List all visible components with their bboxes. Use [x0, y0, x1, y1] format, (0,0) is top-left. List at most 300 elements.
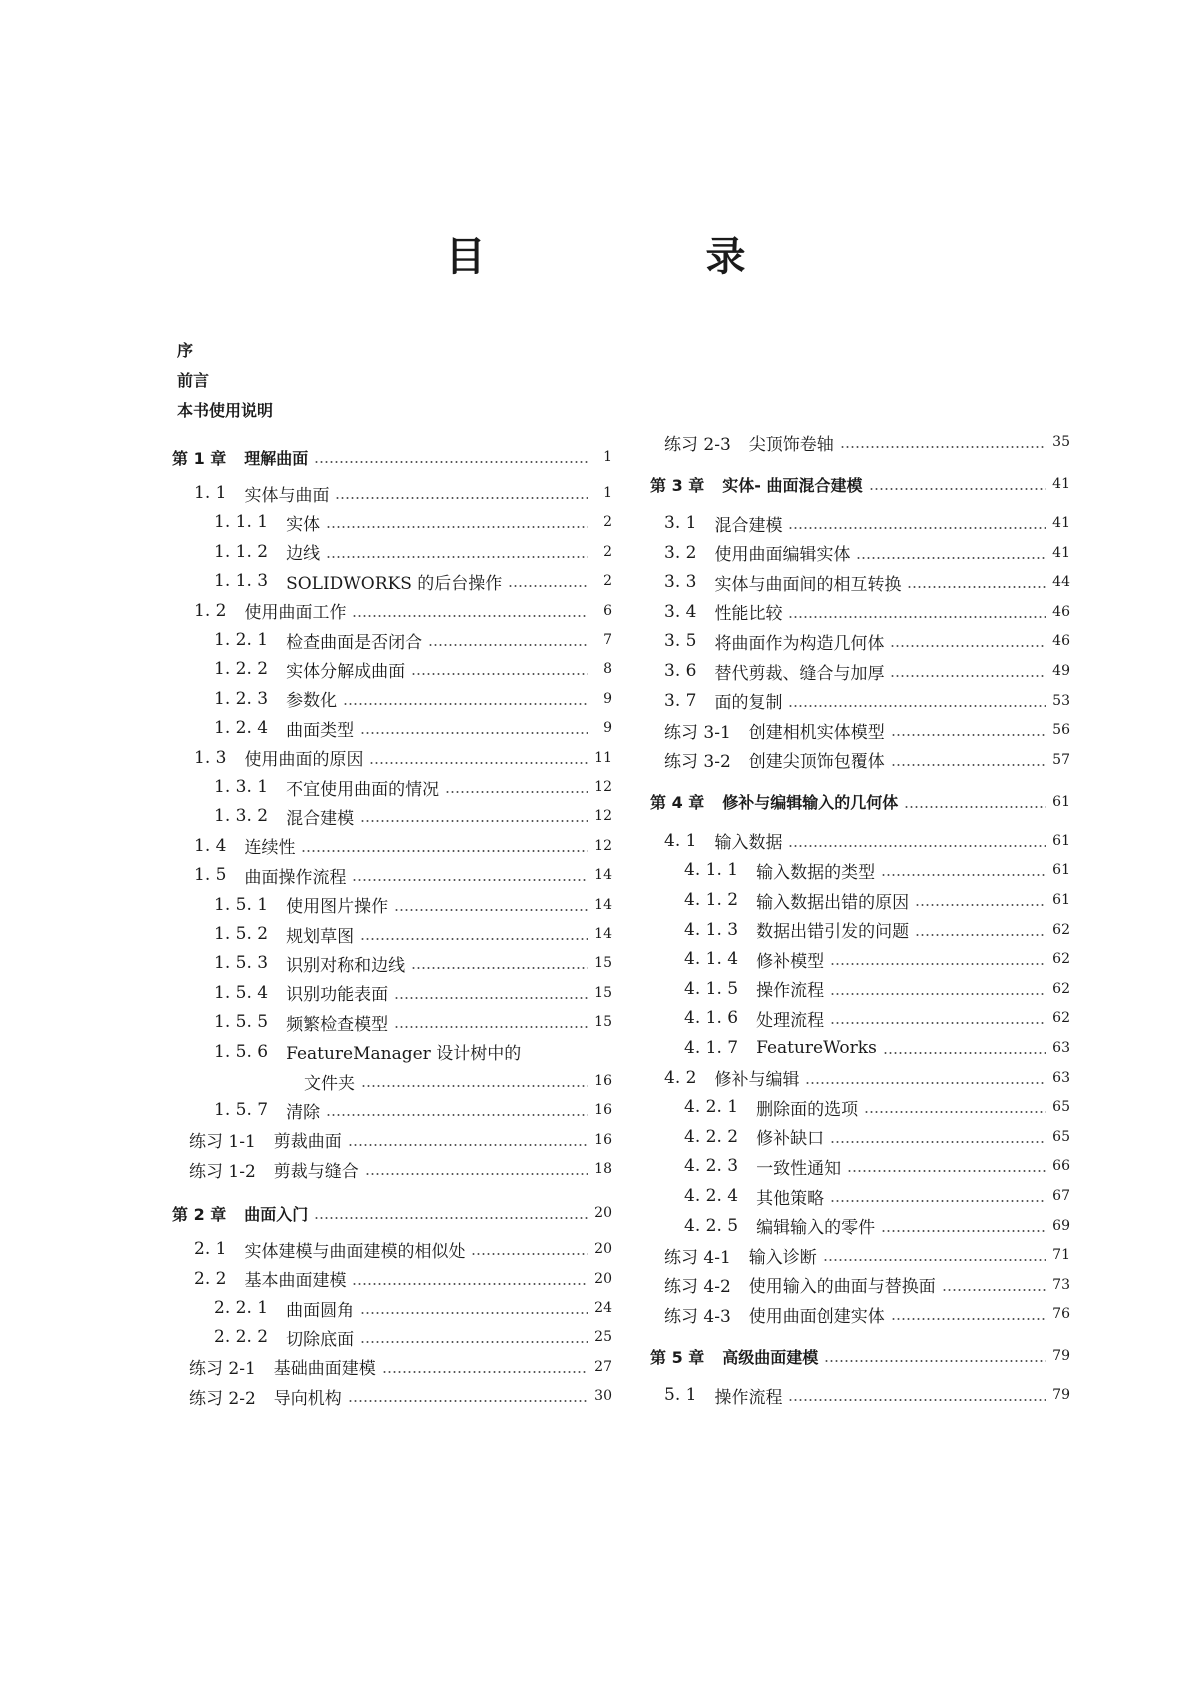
toc-entry[interactable]	[664, 1301, 1070, 1327]
toc-entry-number: 练习 2-3	[664, 434, 731, 455]
toc-entry-title: 使用曲面创建实体	[748, 1306, 885, 1327]
toc-entry[interactable]	[214, 1009, 612, 1035]
toc-entry[interactable]	[214, 568, 612, 594]
toc-entry-page-number: 16	[594, 1102, 612, 1119]
toc-entry-number: 2. 2	[194, 1268, 227, 1289]
dot-leader	[314, 461, 588, 463]
toc-entry-number: 4. 1. 1	[684, 860, 739, 881]
toc-entry-number: 1. 2. 4	[214, 718, 269, 739]
toc-entry[interactable]	[664, 1272, 1070, 1298]
toc-entry-page-number: 18	[594, 1161, 612, 1178]
toc-entry-title: SOLIDWORKS 的后台操作	[286, 573, 503, 594]
toc-entry-number: 练习 1-1	[189, 1132, 256, 1153]
dot-leader	[830, 1141, 1046, 1143]
toc-entry[interactable]	[684, 976, 1070, 1002]
dot-leader	[445, 791, 588, 793]
toc-chapter-entry[interactable]	[172, 444, 612, 470]
dot-leader	[326, 556, 588, 558]
toc-entry-title: 修补与编辑	[714, 1070, 800, 1091]
dot-leader	[788, 845, 1046, 847]
toc-entry-page-number: 11	[594, 749, 612, 766]
dot-leader	[856, 557, 1046, 559]
toc-entry-page-number: 46	[1052, 603, 1070, 620]
toc-entry-page-number: 6	[603, 602, 612, 619]
toc-entry-title: 曲面入门	[244, 1204, 309, 1224]
toc-entry-title: 输入数据	[714, 833, 783, 854]
toc-entry-page-number: 41	[1052, 544, 1070, 561]
toc-entry-title: 修补缺口	[756, 1129, 825, 1150]
toc-entry[interactable]	[684, 1124, 1070, 1150]
toc-entry[interactable]	[214, 892, 612, 918]
dot-leader	[847, 1170, 1046, 1172]
toc-entry-page-number: 14	[594, 867, 612, 884]
toc-entry[interactable]	[194, 833, 612, 859]
toc-entry-number: 4. 2. 1	[684, 1097, 739, 1118]
dot-leader	[942, 1289, 1046, 1291]
dot-leader	[360, 1312, 588, 1314]
toc-entry-number: 4. 1. 4	[684, 949, 739, 970]
toc-entry[interactable]	[194, 480, 612, 506]
dot-leader	[830, 1022, 1046, 1024]
dot-leader	[360, 938, 588, 940]
toc-entry-number: 1. 1. 1	[214, 512, 269, 533]
toc-entry-page-number: 9	[603, 690, 612, 707]
toc-entry-page-number: 20	[594, 1270, 612, 1287]
toc-entry[interactable]	[214, 1039, 612, 1065]
toc-entry-number: 5. 1	[664, 1385, 697, 1406]
toc-entry-number: 1. 3. 2	[214, 806, 269, 827]
toc-entry[interactable]	[189, 1127, 612, 1153]
toc-entry-number: 4. 1. 7	[684, 1038, 739, 1058]
toc-entry-title: 输入数据的类型	[756, 862, 876, 883]
toc-entry-number: 3. 2	[664, 542, 697, 563]
toc-entry-number: 3. 1	[664, 513, 697, 533]
toc-entry-title: 输入数据出错的原因	[756, 892, 910, 913]
toc-entry[interactable]	[214, 686, 612, 712]
toc-entry-title: 实体	[286, 514, 321, 535]
toc-entry-number: 练习 4-1	[664, 1247, 731, 1268]
toc-entry-number: 练习 3-1	[664, 722, 731, 743]
toc-entry[interactable]	[214, 1097, 612, 1123]
toc-entry[interactable]	[684, 946, 1070, 972]
toc-chapter-entry[interactable]	[650, 471, 1070, 497]
toc-entry-number: 1. 2. 3	[214, 688, 269, 709]
toc-entry[interactable]	[664, 599, 1070, 625]
dot-leader	[830, 1200, 1046, 1202]
toc-entry-page-number: 16	[594, 1131, 612, 1148]
toc-chapter-entry[interactable]	[172, 1200, 612, 1226]
dot-leader	[508, 585, 588, 587]
toc-entry[interactable]	[214, 715, 612, 741]
toc-entry-page-number: 62	[1052, 951, 1070, 968]
toc-entry[interactable]	[214, 539, 612, 565]
toc-entry[interactable]	[664, 658, 1070, 684]
toc-entry-title: 实体与曲面间的相互转换	[714, 574, 902, 595]
toc-entry-page-number: 15	[594, 984, 612, 1001]
toc-entry-page-number: 7	[603, 632, 612, 648]
dot-leader	[382, 1371, 588, 1373]
toc-entry-page-number: 14	[594, 926, 612, 942]
toc-entry-page-number: 41	[1052, 476, 1070, 492]
toc-entry[interactable]	[684, 1094, 1070, 1120]
toc-entry-title: 实体分解成曲面	[286, 661, 406, 682]
toc-entry-number: 4. 1. 3	[684, 919, 739, 940]
toc-entry-page-number: 79	[1052, 1387, 1070, 1404]
toc-entry-title: 边线	[286, 544, 321, 565]
toc-entry-page-number: 56	[1052, 722, 1070, 739]
toc-entry[interactable]	[189, 1156, 612, 1182]
dot-leader	[891, 1318, 1046, 1320]
dot-leader	[881, 874, 1046, 876]
toc-entry-number: 练习 2-2	[189, 1388, 256, 1409]
toc-chapter-entry[interactable]	[650, 1343, 1070, 1369]
toc-entry-number: 练习 1-2	[189, 1161, 256, 1182]
toc-entry[interactable]	[194, 862, 612, 888]
dot-leader	[394, 1026, 588, 1028]
toc-entry-title: 使用曲面编辑实体	[714, 545, 851, 566]
dot-leader	[881, 1230, 1046, 1232]
toc-entry-number: 1. 1. 2	[214, 541, 269, 562]
dot-leader	[348, 1144, 588, 1146]
toc-entry-title: 实体与曲面	[244, 485, 330, 506]
toc-entry-number: 1. 3	[194, 747, 227, 768]
toc-entry-page-number: 9	[603, 720, 612, 737]
toc-entry-title: 其他策略	[756, 1188, 825, 1209]
toc-entry-page-number: 1	[603, 449, 612, 465]
dot-leader	[788, 1399, 1046, 1401]
dot-leader	[369, 762, 588, 764]
toc-entry-page-number: 65	[1052, 1128, 1070, 1145]
dot-leader	[891, 764, 1046, 766]
toc-entry-page-number: 12	[594, 808, 612, 825]
toc-entry-title: 一致性通知	[756, 1158, 842, 1179]
toc-entry-title: 曲面操作流程	[244, 867, 347, 888]
toc-entry[interactable]	[214, 1068, 612, 1094]
toc-entry[interactable]	[214, 627, 612, 653]
toc-entry[interactable]	[684, 1005, 1070, 1031]
dot-leader	[411, 673, 588, 675]
front-matter-item[interactable]: 序	[177, 341, 194, 360]
toc-entry-number: 练习 4-3	[664, 1306, 731, 1327]
toc-entry-number: 1. 1. 3	[214, 571, 269, 592]
toc-entry-page-number: 35	[1052, 434, 1070, 450]
toc-entry-number: 3. 7	[664, 690, 697, 711]
toc-entry-number: 1. 2. 1	[214, 630, 269, 650]
toc-entry-number: 4. 2	[664, 1067, 697, 1088]
toc-entry[interactable]	[664, 429, 1070, 455]
front-matter-item[interactable]: 本书使用说明	[177, 401, 274, 420]
toc-entry-title: 清除	[286, 1102, 321, 1123]
toc-entry-number: 1. 3. 1	[214, 777, 269, 797]
toc-entry-page-number: 49	[1052, 663, 1070, 679]
toc-entry-title: 尖顶饰卷轴	[748, 434, 834, 455]
toc-entry-title: 高级曲面建模	[722, 1347, 819, 1367]
toc-entry-title: 参数化	[286, 691, 338, 712]
dot-leader	[301, 850, 588, 852]
toc-entry-title: 实体- 曲面混合建模	[722, 475, 863, 495]
toc-entry-title: 文件夹	[304, 1073, 355, 1094]
toc-entry-page-number: 8	[603, 661, 612, 678]
toc-entry-page-number: 67	[1052, 1188, 1070, 1204]
toc-entry-page-number: 61	[1052, 862, 1070, 879]
toc-entry-page-number: 2	[603, 543, 612, 560]
toc-entry-page-number: 63	[1052, 1069, 1070, 1086]
toc-entry[interactable]	[214, 803, 612, 829]
toc-entry-page-number: 69	[1052, 1217, 1070, 1234]
toc-entry-page-number: 62	[1052, 980, 1070, 997]
toc-entry[interactable]	[194, 745, 612, 771]
dot-leader	[788, 705, 1046, 707]
toc-entry-number: 1. 4	[194, 835, 227, 856]
toc-entry[interactable]	[214, 509, 612, 535]
toc-entry-title: 数据出错引发的问题	[756, 922, 910, 943]
toc-entry[interactable]	[664, 569, 1070, 595]
toc-entry[interactable]	[684, 887, 1070, 913]
toc-entry-title: 性能比较	[714, 604, 783, 625]
toc-entry-page-number: 2	[603, 573, 612, 590]
toc-entry-title: 混合建模	[714, 515, 783, 536]
toc-entry-title: 频繁检查模型	[286, 1014, 389, 1035]
dot-leader	[864, 1111, 1046, 1113]
toc-entry-title: 理解曲面	[244, 448, 309, 468]
toc-entry-page-number: 61	[1052, 892, 1070, 908]
toc-entry-number: 练习 3-2	[664, 752, 731, 773]
toc-entry-page-number: 61	[1052, 793, 1070, 810]
toc-entry-title: 创建尖顶饰包覆体	[748, 752, 885, 773]
toc-entry[interactable]	[189, 1383, 612, 1409]
toc-entry-page-number: 46	[1052, 633, 1070, 650]
toc-entry-number: 4. 1	[664, 830, 697, 851]
toc-entry-title: 使用输入的曲面与替换面	[748, 1277, 936, 1298]
toc-entry[interactable]	[664, 747, 1070, 773]
dot-leader	[788, 616, 1046, 618]
toc-entry[interactable]	[664, 717, 1070, 743]
toc-entry-title: 基础曲面建模	[273, 1359, 376, 1380]
toc-entry-title: 修补模型	[756, 951, 825, 972]
toc-entry-title: 混合建模	[286, 808, 355, 829]
toc-entry[interactable]	[684, 1153, 1070, 1179]
toc-entry-number: 第 2 章	[172, 1204, 227, 1224]
toc-entry[interactable]	[664, 828, 1070, 854]
toc-entry-title: 识别功能表面	[286, 985, 389, 1006]
toc-entry-page-number: 53	[1052, 692, 1070, 709]
dot-leader	[335, 497, 588, 499]
toc-entry[interactable]	[664, 1242, 1070, 1268]
toc-entry-number: 3. 4	[664, 601, 697, 622]
dot-leader	[890, 645, 1046, 647]
toc-entry-number: 1. 5. 5	[214, 1012, 269, 1033]
front-matter-list	[177, 336, 273, 426]
toc-entry-title: 导向机构	[273, 1388, 342, 1409]
toc-entry-title: 剪裁曲面	[273, 1132, 342, 1153]
toc-entry-page-number: 25	[594, 1329, 612, 1346]
toc-entry-page-number: 44	[1052, 574, 1070, 591]
dot-leader	[348, 1400, 588, 1402]
toc-entry-number: 2. 2. 1	[214, 1298, 269, 1318]
toc-entry-page-number: 63	[1052, 1040, 1070, 1056]
dot-leader	[343, 703, 588, 705]
dot-leader	[394, 997, 588, 999]
toc-entry-page-number: 65	[1052, 1099, 1070, 1116]
dot-leader	[365, 1173, 588, 1175]
toc-entry-number: 4. 2. 4	[684, 1186, 739, 1206]
toc-entry-page-number: 41	[1052, 515, 1070, 531]
toc-entry-number: 第 3 章	[650, 475, 705, 495]
toc-entry-page-number: 12	[594, 837, 612, 854]
toc-entry-page-number: 20	[594, 1241, 612, 1258]
dot-leader	[314, 1217, 588, 1219]
toc-entry[interactable]	[664, 540, 1070, 566]
toc-entry-page-number: 16	[594, 1073, 612, 1089]
dot-leader	[915, 904, 1046, 906]
dot-leader	[823, 1259, 1046, 1261]
toc-entry-page-number: 15	[594, 1014, 612, 1031]
toc-entry[interactable]	[189, 1354, 612, 1380]
toc-entry-title: 修补与编辑输入的几何体	[722, 793, 899, 813]
toc-entry-title: 切除底面	[286, 1329, 355, 1350]
dot-leader	[352, 879, 588, 881]
toc-entry[interactable]	[664, 1065, 1070, 1091]
toc-entry[interactable]	[214, 656, 612, 682]
toc-entry-number: 4. 1. 2	[684, 890, 739, 910]
dot-leader	[830, 993, 1046, 995]
toc-entry-number: 2. 1	[194, 1239, 227, 1260]
toc-entry-title: 删除面的选项	[756, 1099, 859, 1120]
toc-entry-page-number: 71	[1052, 1247, 1070, 1264]
toc-entry-title: 使用曲面工作	[244, 603, 347, 624]
dot-leader	[326, 526, 588, 528]
toc-entry-number: 1. 5. 7	[214, 1100, 269, 1121]
toc-entry-page-number: 62	[1052, 921, 1070, 938]
dot-leader	[326, 1114, 588, 1116]
toc-entry-number: 1. 5. 4	[214, 982, 269, 1003]
toc-entry[interactable]	[194, 598, 612, 624]
dot-leader	[471, 1253, 588, 1255]
dot-leader	[360, 820, 588, 822]
toc-entry-page-number: 27	[594, 1358, 612, 1375]
toc-entry-number: 第 5 章	[650, 1347, 705, 1367]
toc-entry[interactable]	[684, 1213, 1070, 1239]
toc-entry-number: 4. 2. 2	[684, 1126, 739, 1147]
toc-entry[interactable]	[214, 1295, 612, 1321]
toc-entry-number: 4. 1. 6	[684, 1008, 739, 1029]
toc-entry-number: 3. 3	[664, 572, 697, 593]
dot-leader	[904, 806, 1046, 808]
toc-entry[interactable]	[664, 510, 1070, 536]
toc-entry-title: 识别对称和边线	[286, 955, 406, 976]
dot-leader	[891, 734, 1046, 736]
toc-entry-page-number: 62	[1052, 1010, 1070, 1027]
toc-entry[interactable]	[214, 921, 612, 947]
toc-entry-title: 使用曲面的原因	[244, 750, 364, 771]
toc-entry[interactable]	[684, 917, 1070, 943]
toc-entry[interactable]	[684, 857, 1070, 883]
toc-entry[interactable]	[664, 1382, 1070, 1408]
toc-entry-title: 检查曲面是否闭合	[286, 632, 423, 653]
toc-entry-title: 基本曲面建模	[244, 1271, 347, 1292]
toc-entry[interactable]	[194, 1266, 612, 1292]
toc-entry-number: 1. 2	[194, 600, 227, 621]
dot-leader	[394, 909, 588, 911]
toc-entry-title: 操作流程	[756, 981, 825, 1002]
toc-entry[interactable]	[214, 1324, 612, 1350]
toc-entry-number: 1. 5. 1	[214, 894, 269, 915]
dot-leader	[824, 1360, 1046, 1362]
dot-leader	[352, 615, 588, 617]
dot-leader	[805, 1082, 1046, 1084]
toc-entry-title: 处理流程	[756, 1010, 825, 1031]
toc-chapter-entry[interactable]	[650, 789, 1070, 815]
toc-entry-number: 3. 6	[664, 661, 697, 681]
toc-entry-title: 编辑输入的零件	[756, 1218, 876, 1239]
dot-leader	[869, 488, 1047, 490]
toc-entry[interactable]	[214, 980, 612, 1006]
dot-leader	[360, 732, 588, 734]
toc-entry-page-number: 66	[1052, 1158, 1070, 1175]
toc-entry-number: 练习 2-1	[189, 1359, 256, 1380]
toc-entry-number: 1. 5	[194, 865, 227, 886]
toc-entry-page-number: 76	[1052, 1306, 1070, 1323]
dot-leader	[411, 967, 588, 969]
toc-entry[interactable]	[664, 628, 1070, 654]
toc-entry-number: 2. 2. 2	[214, 1327, 269, 1348]
toc-entry-page-number: 30	[594, 1388, 612, 1405]
toc-entry[interactable]	[684, 1035, 1070, 1061]
dot-leader	[428, 644, 588, 646]
toc-entry-title: 曲面类型	[286, 720, 355, 741]
toc-entry-number: 4. 2. 5	[684, 1215, 739, 1236]
dot-leader	[883, 1052, 1046, 1054]
toc-entry-title: 使用图片操作	[286, 897, 389, 918]
dot-leader	[840, 446, 1046, 448]
toc-entry-number: 第 4 章	[650, 793, 705, 813]
toc-entry-number: 4. 1. 5	[684, 978, 739, 999]
toc-entry-title: 曲面圆角	[286, 1300, 355, 1321]
dot-leader	[352, 1283, 588, 1285]
toc-entry-page-number: 61	[1052, 832, 1070, 849]
toc-entry[interactable]	[214, 950, 612, 976]
page-title: 目 录	[445, 233, 836, 280]
front-matter-item[interactable]: 前言	[177, 371, 210, 390]
toc-entry-page-number: 12	[594, 779, 612, 795]
toc-entry[interactable]	[664, 688, 1070, 714]
toc-entry-title: 实体建模与曲面建模的相似处	[244, 1241, 466, 1262]
toc-entry-page-number: 14	[594, 896, 612, 913]
toc-entry-page-number: 57	[1052, 751, 1070, 768]
toc-entry-title: 连续性	[244, 838, 296, 859]
toc-entry-title: 创建相机实体模型	[748, 722, 885, 743]
toc-entry-page-number: 2	[603, 514, 612, 531]
toc-entry-page-number: 73	[1052, 1276, 1070, 1293]
toc-entry-title: FeatureWorks	[756, 1038, 877, 1058]
dot-leader	[915, 934, 1046, 936]
toc-entry-title: 替代剪裁、缝合与加厚	[714, 663, 885, 684]
toc-entry-page-number: 15	[594, 955, 612, 972]
toc-entry-number: 练习 4-2	[664, 1277, 731, 1298]
toc-entry[interactable]	[214, 774, 612, 800]
dot-leader	[890, 675, 1046, 677]
toc-entry-page-number: 1	[603, 485, 612, 501]
toc-entry-number: 第 1 章	[172, 448, 227, 468]
toc-entry-number: 4. 2. 3	[684, 1156, 739, 1177]
toc-entry-title: 不宜使用曲面的情况	[286, 779, 440, 800]
dot-leader	[361, 1085, 588, 1087]
toc-entry[interactable]	[194, 1236, 612, 1262]
dot-leader	[907, 586, 1046, 588]
toc-entry-page-number: 79	[1052, 1348, 1070, 1365]
toc-entry-page-number: 24	[594, 1300, 612, 1316]
toc-entry[interactable]	[684, 1183, 1070, 1209]
